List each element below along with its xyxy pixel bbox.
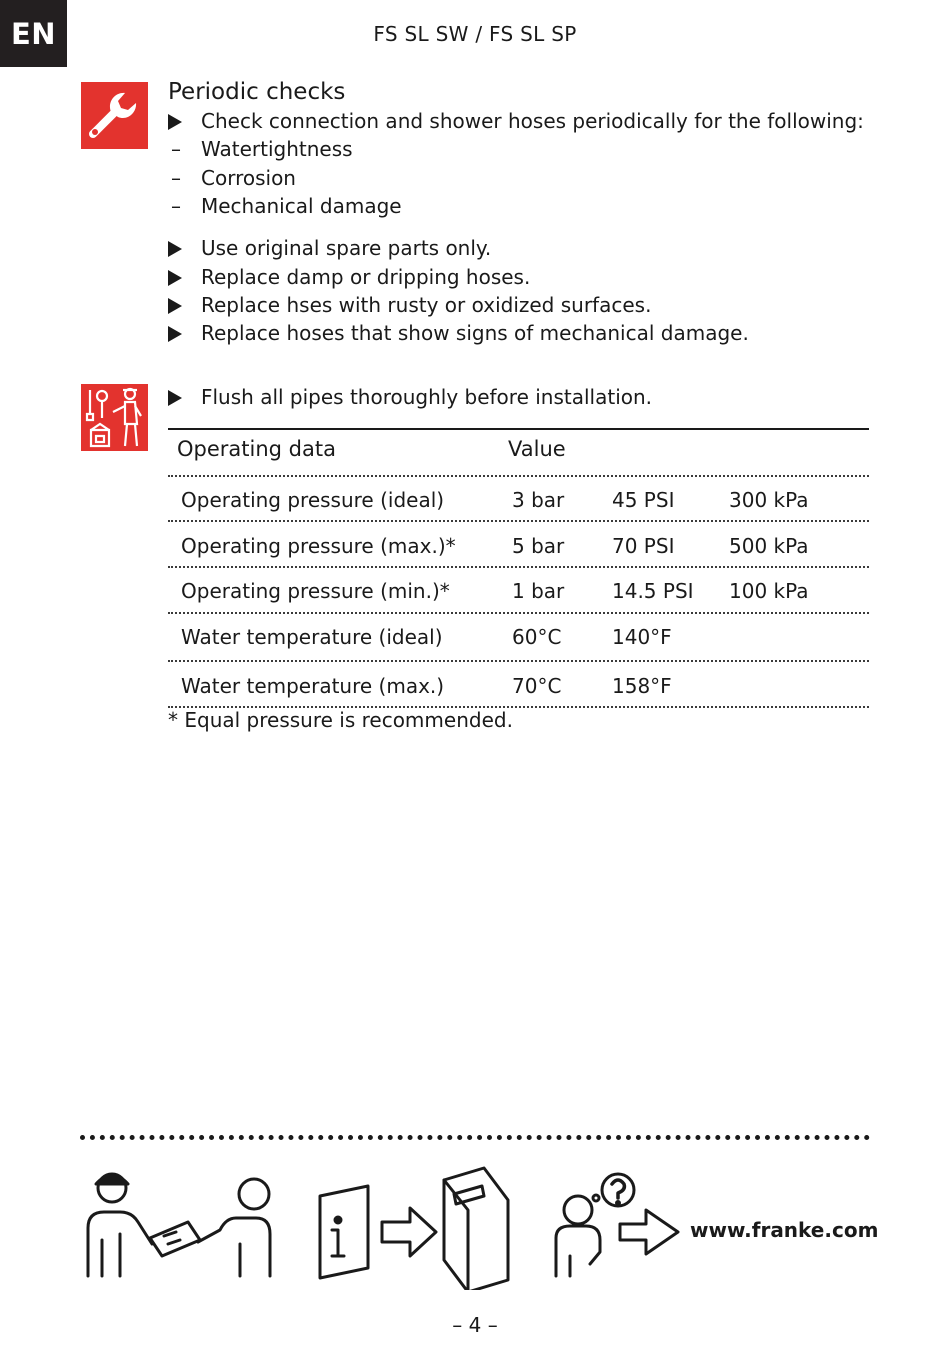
triangle-bullet-icon	[168, 270, 182, 286]
table-cell: Water temperature (ideal)	[181, 625, 443, 649]
question-arrow-icon	[556, 1174, 678, 1276]
table-cell: Operating pressure (ideal)	[181, 488, 445, 512]
instruction-text: Replace hoses that show signs of mechanical damage.	[201, 321, 749, 345]
table-cell: 3 bar	[512, 488, 565, 512]
check-item-text: Mechanical damage	[201, 194, 402, 218]
table-cell: 60°C	[512, 625, 562, 649]
table-header-operating-data: Operating data	[177, 437, 336, 461]
table-cell: 300 kPa	[729, 488, 809, 512]
table-divider	[168, 612, 869, 614]
table-cell: 1 bar	[512, 579, 565, 603]
check-item-text: Watertightness	[201, 137, 353, 161]
table-footnote: * Equal pressure is recommended.	[168, 708, 513, 732]
installer-handover-icon	[88, 1174, 270, 1276]
table-cell: 100 kPa	[729, 579, 809, 603]
triangle-bullet-icon	[168, 298, 182, 314]
table-cell: 158°F	[612, 674, 672, 698]
triangle-bullet-icon	[168, 241, 182, 257]
table-divider	[168, 660, 869, 662]
table-header-value: Value	[508, 437, 566, 461]
instruction-text: Use original spare parts only.	[201, 236, 492, 260]
table-divider	[168, 520, 869, 522]
table-cell: 70 PSI	[612, 534, 675, 558]
table-cell: Operating pressure (max.)*	[181, 534, 456, 558]
wrench-icon	[81, 82, 148, 149]
flush-text: Flush all pipes thoroughly before installation.	[201, 385, 653, 409]
table-cell: 140°F	[612, 625, 672, 649]
instruction-text: Replace damp or dripping hoses.	[201, 265, 531, 289]
language-badge: EN	[0, 0, 67, 67]
instruction-text: Replace hses with rusty or oxidized surfaces.	[201, 293, 652, 317]
table-cell: Water temperature (max.)	[181, 674, 445, 698]
table-divider	[168, 475, 869, 477]
triangle-bullet-icon	[168, 114, 182, 130]
footer-pictograms	[80, 1160, 680, 1294]
intro-text: Check connection and shower hoses periodically for the following:	[201, 109, 864, 133]
manual-arrow-booklet-icon	[320, 1168, 508, 1290]
check-item-text: Corrosion	[201, 166, 296, 190]
document-header: FS SL SW / FS SL SP	[373, 22, 577, 46]
table-cell: 5 bar	[512, 534, 565, 558]
table-cell: 14.5 PSI	[612, 579, 694, 603]
website-link[interactable]: www.franke.com	[690, 1218, 879, 1242]
footer-divider	[80, 1135, 870, 1140]
table-top-rule	[168, 428, 869, 430]
table-cell: 500 kPa	[729, 534, 809, 558]
table-cell: Operating pressure (min.)*	[181, 579, 450, 603]
triangle-bullet-icon	[168, 326, 182, 342]
triangle-bullet-icon	[168, 390, 182, 406]
section-title: Periodic checks	[168, 79, 346, 105]
page-number: – 4 –	[452, 1313, 498, 1337]
table-cell: 45 PSI	[612, 488, 675, 512]
table-cell: 70°C	[512, 674, 562, 698]
table-divider	[168, 566, 869, 568]
installer-tools-icon	[81, 384, 148, 451]
